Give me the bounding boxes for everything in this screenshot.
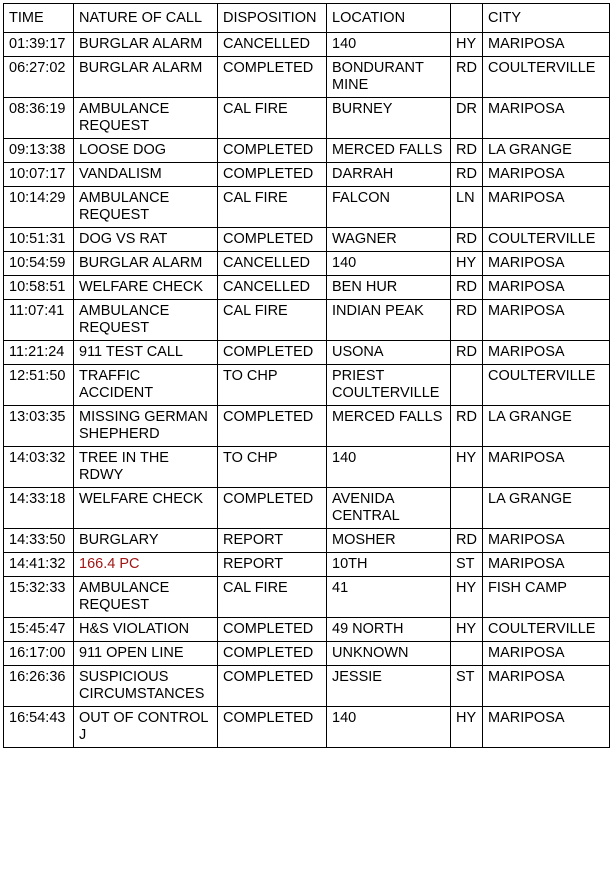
- cell-location: 41: [327, 577, 451, 618]
- cell-city: COULTERVILLE: [483, 57, 610, 98]
- cell-nature: 911 TEST CALL: [74, 341, 218, 365]
- cell-location: 140: [327, 707, 451, 748]
- cell-location: 10TH: [327, 553, 451, 577]
- cell-location: AVENIDA CENTRAL: [327, 488, 451, 529]
- cell-suffix: RD: [451, 228, 483, 252]
- cell-location: MERCED FALLS: [327, 139, 451, 163]
- table-row: [4, 666, 610, 707]
- cell-city: MARIPOSA: [483, 666, 610, 707]
- cell-city: MARIPOSA: [483, 642, 610, 666]
- cell-disposition: COMPLETED: [218, 406, 327, 447]
- cell-time: 09:13:38: [4, 139, 74, 163]
- cell-city: MARIPOSA: [483, 341, 610, 365]
- cell-disposition: CAL FIRE: [218, 300, 327, 341]
- cell-location: DARRAH: [327, 163, 451, 187]
- cell-disposition: COMPLETED: [218, 341, 327, 365]
- table-row: [4, 488, 610, 529]
- cell-nature: WELFARE CHECK: [74, 276, 218, 300]
- cell-nature: TRAFFIC ACCIDENT: [74, 365, 218, 406]
- cell-time: 11:21:24: [4, 341, 74, 365]
- cell-nature: AMBULANCE REQUEST: [74, 187, 218, 228]
- cell-disposition: CAL FIRE: [218, 98, 327, 139]
- cell-suffix: RD: [451, 163, 483, 187]
- cell-city: MARIPOSA: [483, 163, 610, 187]
- cell-time: 15:32:33: [4, 577, 74, 618]
- table-row: [4, 300, 610, 341]
- cell-suffix: [451, 365, 483, 406]
- cell-location: INDIAN PEAK: [327, 300, 451, 341]
- table-row: [4, 529, 610, 553]
- table-row: [4, 642, 610, 666]
- table-row: [4, 57, 610, 98]
- cell-city: MARIPOSA: [483, 553, 610, 577]
- cell-nature: BURGLARY: [74, 529, 218, 553]
- column-header-disposition: DISPOSITION: [218, 4, 327, 33]
- table-row: [4, 341, 610, 365]
- cell-nature: BURGLAR ALARM: [74, 252, 218, 276]
- cell-location: 140: [327, 252, 451, 276]
- cell-disposition: CANCELLED: [218, 276, 327, 300]
- cell-suffix: [451, 642, 483, 666]
- cell-suffix: DR: [451, 98, 483, 139]
- cell-nature: WELFARE CHECK: [74, 488, 218, 529]
- cell-suffix: HY: [451, 707, 483, 748]
- cell-nature: BURGLAR ALARM: [74, 33, 218, 57]
- table-row: [4, 553, 610, 577]
- cell-disposition: COMPLETED: [218, 642, 327, 666]
- cell-city: MARIPOSA: [483, 187, 610, 228]
- cell-suffix: HY: [451, 33, 483, 57]
- cell-city: MARIPOSA: [483, 276, 610, 300]
- cell-time: 14:33:18: [4, 488, 74, 529]
- cell-suffix: RD: [451, 276, 483, 300]
- column-header-time: TIME: [4, 4, 74, 33]
- cell-nature: AMBULANCE REQUEST: [74, 98, 218, 139]
- cell-time: 10:07:17: [4, 163, 74, 187]
- cell-nature: MISSING GERMAN SHEPHERD: [74, 406, 218, 447]
- column-header-location: LOCATION: [327, 4, 451, 33]
- cell-location: WAGNER: [327, 228, 451, 252]
- cell-disposition: TO CHP: [218, 365, 327, 406]
- cell-disposition: COMPLETED: [218, 618, 327, 642]
- cell-disposition: CAL FIRE: [218, 187, 327, 228]
- cell-time: 08:36:19: [4, 98, 74, 139]
- cell-suffix: ST: [451, 553, 483, 577]
- table-row: [4, 707, 610, 748]
- cell-disposition: REPORT: [218, 553, 327, 577]
- table-row: [4, 577, 610, 618]
- cell-suffix: HY: [451, 618, 483, 642]
- table-row: [4, 228, 610, 252]
- table-row: [4, 163, 610, 187]
- table-row: [4, 276, 610, 300]
- cell-suffix: LN: [451, 187, 483, 228]
- cell-disposition: COMPLETED: [218, 707, 327, 748]
- cell-time: 13:03:35: [4, 406, 74, 447]
- cell-time: 10:54:59: [4, 252, 74, 276]
- cell-nature: BURGLAR ALARM: [74, 57, 218, 98]
- cell-nature: OUT OF CONTROL J: [74, 707, 218, 748]
- cell-nature: 166.4 PC: [74, 553, 218, 577]
- cell-time: 11:07:41: [4, 300, 74, 341]
- table-row: [4, 33, 610, 57]
- cell-suffix: RD: [451, 341, 483, 365]
- cell-location: USONA: [327, 341, 451, 365]
- cell-disposition: COMPLETED: [218, 488, 327, 529]
- cell-city: MARIPOSA: [483, 98, 610, 139]
- cell-nature: AMBULANCE REQUEST: [74, 577, 218, 618]
- cell-location: PRIEST COULTERVILLE: [327, 365, 451, 406]
- cell-nature: VANDALISM: [74, 163, 218, 187]
- cell-city: MARIPOSA: [483, 252, 610, 276]
- table-row: [4, 447, 610, 488]
- table-row: [4, 618, 610, 642]
- table-row: [4, 139, 610, 163]
- table-row: [4, 252, 610, 276]
- cell-disposition: TO CHP: [218, 447, 327, 488]
- cell-city: COULTERVILLE: [483, 228, 610, 252]
- cell-suffix: [451, 488, 483, 529]
- cell-nature: 911 OPEN LINE: [74, 642, 218, 666]
- cell-time: 06:27:02: [4, 57, 74, 98]
- cell-location: BURNEY: [327, 98, 451, 139]
- cell-city: MARIPOSA: [483, 529, 610, 553]
- cell-time: 01:39:17: [4, 33, 74, 57]
- cell-suffix: RD: [451, 406, 483, 447]
- column-header-suffix: [451, 4, 483, 33]
- cell-location: 49 NORTH: [327, 618, 451, 642]
- cell-disposition: COMPLETED: [218, 228, 327, 252]
- cell-time: 10:14:29: [4, 187, 74, 228]
- cell-nature: H&S VIOLATION: [74, 618, 218, 642]
- cell-nature: LOOSE DOG: [74, 139, 218, 163]
- cell-nature: DOG VS RAT: [74, 228, 218, 252]
- call-log-table: [3, 3, 610, 748]
- cell-location: BEN HUR: [327, 276, 451, 300]
- cell-city: MARIPOSA: [483, 707, 610, 748]
- cell-city: MARIPOSA: [483, 33, 610, 57]
- cell-location: 140: [327, 447, 451, 488]
- cell-suffix: RD: [451, 139, 483, 163]
- cell-city: FISH CAMP: [483, 577, 610, 618]
- cell-suffix: ST: [451, 666, 483, 707]
- column-header-city: CITY: [483, 4, 610, 33]
- cell-disposition: COMPLETED: [218, 666, 327, 707]
- cell-city: MARIPOSA: [483, 447, 610, 488]
- cell-nature: AMBULANCE REQUEST: [74, 300, 218, 341]
- cell-time: 15:45:47: [4, 618, 74, 642]
- cell-time: 14:33:50: [4, 529, 74, 553]
- cell-nature: TREE IN THE RDWY: [74, 447, 218, 488]
- cell-disposition: COMPLETED: [218, 139, 327, 163]
- cell-location: JESSIE: [327, 666, 451, 707]
- cell-city: LA GRANGE: [483, 139, 610, 163]
- cell-suffix: HY: [451, 447, 483, 488]
- table-row: [4, 98, 610, 139]
- cell-time: 10:58:51: [4, 276, 74, 300]
- cell-suffix: HY: [451, 577, 483, 618]
- cell-time: 16:54:43: [4, 707, 74, 748]
- table-row: [4, 365, 610, 406]
- cell-suffix: RD: [451, 57, 483, 98]
- cell-time: 16:26:36: [4, 666, 74, 707]
- cell-location: 140: [327, 33, 451, 57]
- cell-location: MOSHER: [327, 529, 451, 553]
- cell-city: LA GRANGE: [483, 488, 610, 529]
- table-header-row: [4, 4, 610, 33]
- cell-disposition: REPORT: [218, 529, 327, 553]
- cell-time: 16:17:00: [4, 642, 74, 666]
- cell-location: FALCON: [327, 187, 451, 228]
- cell-disposition: CANCELLED: [218, 33, 327, 57]
- cell-nature: SUSPICIOUS CIRCUMSTANCES: [74, 666, 218, 707]
- cell-city: COULTERVILLE: [483, 365, 610, 406]
- cell-disposition: CAL FIRE: [218, 577, 327, 618]
- cell-location: BONDURANT MINE: [327, 57, 451, 98]
- cell-time: 14:03:32: [4, 447, 74, 488]
- cell-time: 14:41:32: [4, 553, 74, 577]
- table-row: [4, 406, 610, 447]
- cell-disposition: COMPLETED: [218, 163, 327, 187]
- cell-suffix: RD: [451, 300, 483, 341]
- cell-disposition: COMPLETED: [218, 57, 327, 98]
- cell-city: MARIPOSA: [483, 300, 610, 341]
- cell-time: 12:51:50: [4, 365, 74, 406]
- cell-city: COULTERVILLE: [483, 618, 610, 642]
- column-header-nature: NATURE OF CALL: [74, 4, 218, 33]
- table-body: [4, 33, 610, 748]
- cell-location: MERCED FALLS: [327, 406, 451, 447]
- cell-disposition: CANCELLED: [218, 252, 327, 276]
- cell-time: 10:51:31: [4, 228, 74, 252]
- table-row: [4, 187, 610, 228]
- cell-suffix: HY: [451, 252, 483, 276]
- cell-location: UNKNOWN: [327, 642, 451, 666]
- cell-city: LA GRANGE: [483, 406, 610, 447]
- cell-suffix: RD: [451, 529, 483, 553]
